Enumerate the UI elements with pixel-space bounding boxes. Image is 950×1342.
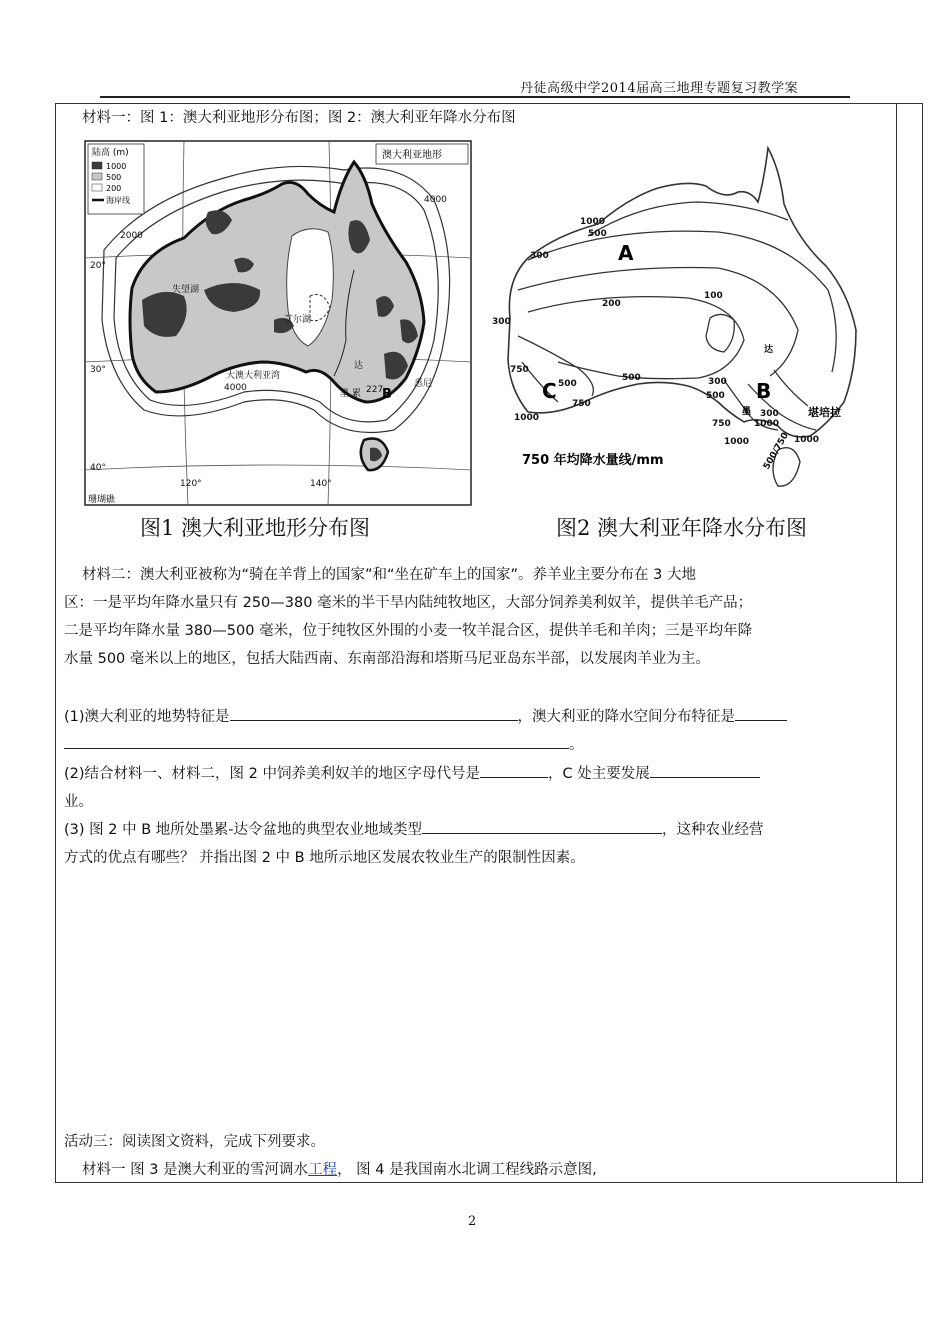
fig1-label-lon140: 140° [310,479,332,489]
question2-text-c: 业。 [64,794,93,810]
fig2-iso-300b: 300 [492,317,511,327]
fig1-label-coral: 珊瑚礁 [88,495,116,505]
figure2-caption: 图2 澳大利亚年降水分布图 [556,516,808,540]
fig1-map-title: 澳大利亚地形 [382,150,442,161]
question1-line2 [64,731,584,759]
activity3-material1 [82,1156,597,1184]
fig2-iso-100: 100 [704,291,723,301]
q1-text-a: (1)澳大利亚的地势特征是 [64,709,230,725]
fig1-label-b: B [382,387,392,402]
q1-answer-blank-1[interactable] [230,704,518,721]
fig1-label-2000: 2000 [120,231,143,241]
q1-text-b: ，澳大利亚的降水空间分布特征是 [517,709,736,725]
fig1-label-lat30: 30° [90,365,106,375]
fig2-iso-200: 200 [602,299,621,309]
fig1-label-xini: 悉尼 [414,379,433,389]
fig1-label-lei: 累 [352,389,362,399]
fig1-label-da: 达 [354,361,364,371]
fig2-label-b: B [756,379,772,403]
fig2-iso-750b: 750 [572,399,591,409]
q2-answer-blank-1[interactable] [480,761,548,778]
fig1-label-4000a: 4000 [224,383,247,393]
fig1-legend-title: 陆高 (m) [92,148,129,158]
fig2-iso-1000c: 1000 [724,437,750,447]
fig2-label-c: C [542,379,557,403]
fig2-label-canberra: 堪培拉 [808,406,841,419]
q2-text-a: (2)结合材料一、材料二，图 2 中饲养美利奴羊的地区字母代号是 [64,766,480,782]
question1-line1 [64,703,787,731]
fig1-label-bight: 大澳大利亚湾 [226,371,281,381]
fig2-iso-1000b: 1000 [514,413,540,423]
material2-line3: 二是平均年降水量 380—500 毫米，位于纯牧区外围的小麦一牧羊混合区，提供羊毛和羊肉；三是平均年降 [64,623,753,639]
fig2-label-da: 达 [764,345,774,355]
activity3-suffix: ， 图 4 是我国南水北调工程线路示意图, [337,1162,597,1178]
fig2-iso-1000d: 1000 [794,435,820,445]
q1-answer-blank-2a[interactable] [735,704,787,721]
fig2-label-a: A [618,241,634,265]
header-rule [100,96,850,98]
fig2-iso-500b: 500 [622,373,641,383]
fig2-iso-1000e: 1000 [754,419,780,429]
header-title: 丹徒高级中学2014届高三地理专题复习教学案 [520,81,799,96]
fig1-label-lat20: 20° [90,261,106,271]
fig2-iso-1000a: 1000 [580,217,606,227]
q1-answer-blank-2b[interactable] [64,732,569,749]
question3-text-c: 方式的优点有哪些？ 并指出图 2 中 B 地所示地区发展农牧业生产的限制性因素。 [64,850,585,866]
fig1-label-4000b: 4000 [424,195,447,205]
fig1-label-lat40: 40° [90,463,106,473]
figure2-rainfall-map [488,140,890,506]
material2-line4: 水量 500 毫米以上的地区，包括大陆西南、东南部沿海和塔斯马尼亚岛东半部，以发展肉羊业为主。 [64,651,710,667]
q3-text-b: ，这种农业经营 [662,822,764,838]
fig2-iso-300d: 300 [760,409,779,419]
fig1-label-shiwang: 失望湖 [172,285,200,295]
activity3-title: 活动三：阅读图文资料，完成下列要求。 [64,1134,325,1150]
q1-text-c: 。 [569,737,584,753]
material2-line2: 区：一是平均年降水量只有 250—380 毫米的半干旱内陆纯牧地区，大部分饲养美利奴羊，提供羊毛产品； [64,595,753,611]
fig2-iso-500d: 500 [558,379,577,389]
q3-answer-blank-1[interactable] [422,817,662,834]
material2-line1: 材料二：澳大利亚被称为“骑在羊背上的国家”和“坐在矿车上的国家”。养羊业主要分布在 3 大地 [82,567,696,583]
question2-line1 [64,760,760,788]
fig2-iso-300c: 300 [708,377,727,387]
fig2-iso-300a: 300 [530,251,549,261]
fig1-label-mo: 墨 [340,389,350,399]
fig2-iso-500a: 500 [588,229,607,239]
q3-text-a: (3) 图 2 中 B 地所处墨累-达令盆地的典型农业地域类型 [64,822,422,838]
fig2-iso-750a: 750 [510,365,529,375]
fig2-label-mo: 墨 [742,407,752,417]
page-number: 2 [468,1214,477,1229]
q2-text-b: ，C 处主要发展 [547,766,650,782]
fig2-iso-750c: 750 [712,419,731,429]
activity3-link-gongcheng[interactable]: 工程 [308,1162,338,1178]
fig2-legend-note: 750 年均降水量线/mm [522,453,664,468]
fig2-iso-750d: 500/750 [761,431,792,472]
fig1-legend-coastline: 海岸线 [106,196,130,205]
fig1-label-aier: 艾尔湖 [284,315,312,325]
figure1-caption: 图1 澳大利亚地形分布图 [140,516,371,540]
fig1-legend-1000: 1000 [106,162,127,171]
material1-heading: 材料一：图 1：澳大利亚地形分布图；图 2：澳大利亚年降水分布图 [82,110,516,126]
fig1-label-lon120: 120° [180,479,202,489]
activity3-prefix: 材料一 图 3 是澳大利亚的雪河调水 [82,1162,309,1178]
question3-line1 [64,816,764,844]
right-column-divider [896,103,897,1183]
fig1-label-227: 227 [366,385,384,395]
fig2-iso-500c: 500 [706,391,725,401]
figure1-terrain-map [84,140,472,506]
q2-answer-blank-2[interactable] [650,761,760,778]
fig1-legend-200: 200 [106,184,122,193]
fig1-legend-500: 500 [106,173,122,182]
